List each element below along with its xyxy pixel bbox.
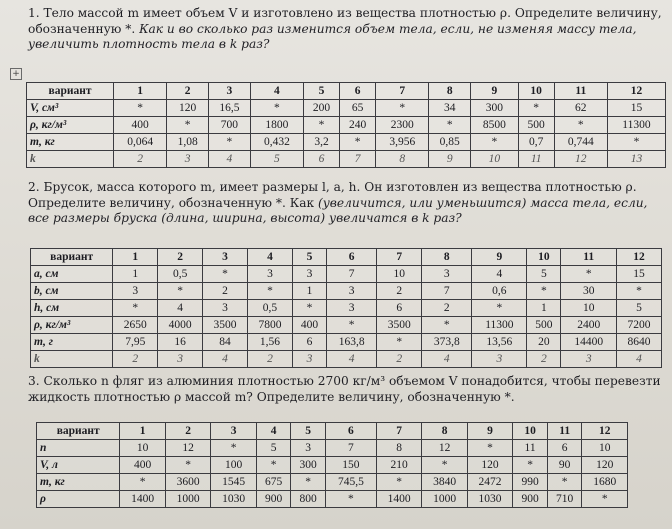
header-variant-10: 10 bbox=[527, 249, 561, 266]
task-1-statement: 1. Тело массой m имеет объем V и изготовлено из вещества плотностью ρ. Определите величину, обозначенную *. bbox=[28, 6, 662, 36]
header-variant: вариант bbox=[31, 249, 113, 266]
table-cell: 0,7 bbox=[518, 134, 554, 151]
table-row bbox=[31, 351, 662, 368]
table-cell: 3500 bbox=[203, 317, 248, 334]
table-header-row bbox=[37, 423, 628, 440]
table-cell: 2650 bbox=[113, 317, 158, 334]
table-cell: 2400 bbox=[561, 317, 617, 334]
table-cell: 2 bbox=[113, 351, 158, 368]
table-cell: 3 bbox=[248, 266, 293, 283]
table-cell: 3 bbox=[158, 351, 203, 368]
table-cell: 90 bbox=[547, 457, 582, 474]
table-cell: * bbox=[518, 100, 554, 117]
header-variant-1: 1 bbox=[114, 83, 167, 100]
table-cell: 3600 bbox=[165, 474, 210, 491]
table-cell: * bbox=[422, 317, 472, 334]
table-cell: 2 bbox=[377, 351, 422, 368]
table-row bbox=[31, 317, 662, 334]
table-cell: 4 bbox=[158, 300, 203, 317]
table-cell: 210 bbox=[376, 457, 421, 474]
row-label: m, кг bbox=[37, 474, 120, 491]
table-cell: * bbox=[467, 440, 512, 457]
header-variant-12: 12 bbox=[582, 423, 628, 440]
table-cell: 3 bbox=[113, 283, 158, 300]
table-cell: 14400 bbox=[561, 334, 617, 351]
table-cell: 900 bbox=[513, 491, 548, 508]
table-cell: 0,744 bbox=[554, 134, 607, 151]
table-cell: * bbox=[472, 300, 527, 317]
table-cell: 8500 bbox=[471, 117, 518, 134]
task-1-table bbox=[26, 82, 666, 168]
table-row bbox=[27, 117, 666, 134]
table-cell: 5 bbox=[256, 440, 291, 457]
table-cell: * bbox=[513, 457, 548, 474]
table-cell: 2 bbox=[114, 151, 167, 168]
table-cell: * bbox=[120, 474, 165, 491]
table-cell: * bbox=[554, 117, 607, 134]
table-cell: * bbox=[617, 283, 662, 300]
header-variant-4: 4 bbox=[256, 423, 291, 440]
table-cell: 1,08 bbox=[167, 134, 209, 151]
table-cell: * bbox=[158, 283, 203, 300]
header-variant-9: 9 bbox=[467, 423, 512, 440]
table-cell: 11300 bbox=[607, 117, 665, 134]
table-cell: * bbox=[471, 134, 518, 151]
table-cell: 2 bbox=[527, 351, 561, 368]
table-cell: 3 bbox=[327, 283, 377, 300]
table-cell: 16,5 bbox=[209, 100, 251, 117]
table-cell: 163,8 bbox=[327, 334, 377, 351]
table-cell: 100 bbox=[211, 457, 256, 474]
table-cell: 11 bbox=[513, 440, 548, 457]
table-cell: 4 bbox=[422, 351, 472, 368]
table-cell: 4 bbox=[209, 151, 251, 168]
table-cell: 3 bbox=[167, 151, 209, 168]
row-label: ρ bbox=[37, 491, 120, 508]
table-row bbox=[37, 457, 628, 474]
header-variant-2: 2 bbox=[167, 83, 209, 100]
table-cell: 13,56 bbox=[472, 334, 527, 351]
table-cell: 2 bbox=[248, 351, 293, 368]
table-cell: 5 bbox=[250, 151, 303, 168]
table-cell: 7,95 bbox=[113, 334, 158, 351]
table-cell: 10 bbox=[561, 300, 617, 317]
header-variant-12: 12 bbox=[617, 249, 662, 266]
header-variant-10: 10 bbox=[513, 423, 548, 440]
table-cell: 4 bbox=[327, 351, 377, 368]
table-cell: 710 bbox=[547, 491, 582, 508]
header-variant-8: 8 bbox=[422, 423, 467, 440]
table-cell: 3840 bbox=[422, 474, 467, 491]
table-cell: 30 bbox=[561, 283, 617, 300]
table-cell: 800 bbox=[291, 491, 326, 508]
table-cell: 4000 bbox=[158, 317, 203, 334]
header-variant-7: 7 bbox=[376, 423, 421, 440]
table-cell: * bbox=[607, 134, 665, 151]
task-3-table bbox=[36, 422, 628, 508]
table-row bbox=[31, 300, 662, 317]
table-cell: 240 bbox=[340, 117, 376, 134]
table-cell: 2300 bbox=[376, 117, 429, 134]
table-cell: * bbox=[250, 100, 303, 117]
table-cell: 3 bbox=[292, 266, 326, 283]
row-label: b, см bbox=[31, 283, 113, 300]
row-label: ρ, кг/м³ bbox=[31, 317, 113, 334]
header-variant-1: 1 bbox=[120, 423, 165, 440]
table-cell: 200 bbox=[303, 100, 339, 117]
table-row bbox=[37, 440, 628, 457]
table-cell: 0,5 bbox=[248, 300, 293, 317]
table-cell: 2 bbox=[203, 283, 248, 300]
table-cell: * bbox=[256, 457, 291, 474]
table-cell: 400 bbox=[292, 317, 326, 334]
table-cell: 675 bbox=[256, 474, 291, 491]
table-move-handle-icon[interactable]: + bbox=[10, 68, 22, 80]
table-cell: 400 bbox=[114, 117, 167, 134]
table-cell: * bbox=[376, 100, 429, 117]
table-cell: * bbox=[167, 117, 209, 134]
table-cell: 9 bbox=[429, 151, 471, 168]
header-variant-9: 9 bbox=[471, 83, 518, 100]
table-cell: 84 bbox=[203, 334, 248, 351]
table-cell: 20 bbox=[527, 334, 561, 351]
table-cell: 1400 bbox=[120, 491, 165, 508]
table-cell: 3 bbox=[561, 351, 617, 368]
table-cell: 65 bbox=[340, 100, 376, 117]
header-variant-7: 7 bbox=[376, 83, 429, 100]
table-cell: 3,2 bbox=[303, 134, 339, 151]
table-cell: * bbox=[292, 300, 326, 317]
table-cell: 4 bbox=[617, 351, 662, 368]
table-cell: 120 bbox=[467, 457, 512, 474]
table-cell: 11 bbox=[518, 151, 554, 168]
table-cell: 120 bbox=[167, 100, 209, 117]
table-cell: 1030 bbox=[467, 491, 512, 508]
task-1 bbox=[6, 6, 666, 53]
header-variant-10: 10 bbox=[518, 83, 554, 100]
table-cell: * bbox=[527, 283, 561, 300]
task-2-question: (увеличится, или уменьшится) масса тела, если, все размеры бруска (длина, ширина, высота) увеличатся в k раз? bbox=[28, 195, 648, 225]
table-cell: 3 bbox=[422, 266, 472, 283]
table-cell: 7 bbox=[327, 266, 377, 283]
table-cell: 900 bbox=[256, 491, 291, 508]
row-label: m, г bbox=[31, 334, 113, 351]
table-cell: 7 bbox=[340, 151, 376, 168]
table-cell: 745,5 bbox=[325, 474, 376, 491]
table-cell: 3500 bbox=[377, 317, 422, 334]
table-cell: 16 bbox=[158, 334, 203, 351]
table-cell: 700 bbox=[209, 117, 251, 134]
table-row bbox=[37, 491, 628, 508]
table-cell: 0,6 bbox=[472, 283, 527, 300]
table-cell: 12 bbox=[554, 151, 607, 168]
task-2-statement: 2. Брусок, масса которого m, имеет размеры l, a, h. Он изготовлен из вещества плотностью ρ. Определите величину, обозначенную *. Как bbox=[28, 180, 637, 210]
table-cell: * bbox=[303, 117, 339, 134]
table-row bbox=[31, 334, 662, 351]
table-cell: 5 bbox=[617, 300, 662, 317]
table-cell: 373,8 bbox=[422, 334, 472, 351]
header-variant-3: 3 bbox=[209, 83, 251, 100]
table-cell: 6 bbox=[377, 300, 422, 317]
table-cell: 4 bbox=[203, 351, 248, 368]
table-cell: * bbox=[340, 134, 376, 151]
table-cell: 15 bbox=[607, 100, 665, 117]
table-cell: 7 bbox=[325, 440, 376, 457]
header-variant-9: 9 bbox=[472, 249, 527, 266]
row-label: k bbox=[31, 351, 113, 368]
task-3-statement: 3. Сколько n фляг из алюминия плотностью 2700 кг/м³ объемом V понадобится, чтобы перевезти жидкость плотностью ρ массой m? Определите величину, обозначенную *. bbox=[28, 374, 661, 404]
table-cell: * bbox=[209, 134, 251, 151]
table-cell: * bbox=[582, 491, 628, 508]
header-variant-4: 4 bbox=[248, 249, 293, 266]
header-variant-5: 5 bbox=[303, 83, 339, 100]
table-cell: 6 bbox=[292, 334, 326, 351]
table-cell: 400 bbox=[120, 457, 165, 474]
header-variant: вариант bbox=[37, 423, 120, 440]
table-cell: * bbox=[291, 474, 326, 491]
table-cell: * bbox=[113, 300, 158, 317]
header-variant-11: 11 bbox=[554, 83, 607, 100]
table-cell: * bbox=[325, 491, 376, 508]
task-3 bbox=[6, 374, 666, 405]
task-2-text bbox=[6, 180, 666, 227]
task-1-question: Как и во сколько раз изменится объем тела, если, не изменяя массу тела, увеличить плотность тела в k раз? bbox=[28, 21, 637, 51]
table-cell: * bbox=[165, 457, 210, 474]
table-cell: 300 bbox=[471, 100, 518, 117]
table-cell: 3 bbox=[203, 300, 248, 317]
table-cell: 1 bbox=[292, 283, 326, 300]
table-cell: 15 bbox=[617, 266, 662, 283]
table-cell: 3 bbox=[291, 440, 326, 457]
table-row bbox=[27, 151, 666, 168]
table-cell: 2 bbox=[422, 300, 472, 317]
row-label: V, см³ bbox=[27, 100, 114, 117]
row-label: ρ, кг/м³ bbox=[27, 117, 114, 134]
header-variant-11: 11 bbox=[561, 249, 617, 266]
table-cell: 12 bbox=[165, 440, 210, 457]
table-cell: 10 bbox=[377, 266, 422, 283]
table-header-row bbox=[31, 249, 662, 266]
table-cell: * bbox=[203, 266, 248, 283]
table-cell: * bbox=[429, 117, 471, 134]
table-cell: 8640 bbox=[617, 334, 662, 351]
table-cell: 10 bbox=[471, 151, 518, 168]
header-variant-6: 6 bbox=[327, 249, 377, 266]
row-label: h, см bbox=[31, 300, 113, 317]
task-2 bbox=[6, 180, 666, 227]
header-variant-3: 3 bbox=[203, 249, 248, 266]
table-cell: 1000 bbox=[165, 491, 210, 508]
header-variant-5: 5 bbox=[292, 249, 326, 266]
header-variant: вариант bbox=[27, 83, 114, 100]
table-header-row bbox=[27, 83, 666, 100]
table-cell: 4 bbox=[472, 266, 527, 283]
header-variant-4: 4 bbox=[250, 83, 303, 100]
table-cell: 8 bbox=[376, 440, 421, 457]
table-cell: 62 bbox=[554, 100, 607, 117]
table-cell: 10 bbox=[120, 440, 165, 457]
table-row bbox=[27, 100, 666, 117]
table-cell: 0,432 bbox=[250, 134, 303, 151]
row-label: a, см bbox=[31, 266, 113, 283]
table-cell: 6 bbox=[547, 440, 582, 457]
table-cell: 3 bbox=[327, 300, 377, 317]
row-label: n bbox=[37, 440, 120, 457]
table-cell: 500 bbox=[527, 317, 561, 334]
header-variant-2: 2 bbox=[158, 249, 203, 266]
table-cell: 0,85 bbox=[429, 134, 471, 151]
table-cell: 1,56 bbox=[248, 334, 293, 351]
row-label: V, л bbox=[37, 457, 120, 474]
table-cell: 0,064 bbox=[114, 134, 167, 151]
table-cell: 12 bbox=[422, 440, 467, 457]
table-cell: 1400 bbox=[376, 491, 421, 508]
table-cell: * bbox=[211, 440, 256, 457]
header-variant-3: 3 bbox=[211, 423, 256, 440]
table-cell: * bbox=[561, 266, 617, 283]
task-2-table bbox=[30, 248, 662, 368]
table-cell: 3,956 bbox=[376, 134, 429, 151]
table-cell: 1680 bbox=[582, 474, 628, 491]
header-variant-2: 2 bbox=[165, 423, 210, 440]
table-cell: 5 bbox=[527, 266, 561, 283]
header-variant-6: 6 bbox=[340, 83, 376, 100]
header-variant-7: 7 bbox=[377, 249, 422, 266]
table-cell: 11300 bbox=[472, 317, 527, 334]
table-cell: 990 bbox=[513, 474, 548, 491]
row-label: k bbox=[27, 151, 114, 168]
table-cell: 1800 bbox=[250, 117, 303, 134]
table-cell: 7200 bbox=[617, 317, 662, 334]
table-cell: * bbox=[248, 283, 293, 300]
table-cell: 8 bbox=[376, 151, 429, 168]
header-variant-8: 8 bbox=[429, 83, 471, 100]
table-cell: * bbox=[114, 100, 167, 117]
table-cell: 1 bbox=[527, 300, 561, 317]
table-row bbox=[31, 266, 662, 283]
table-cell: 1000 bbox=[422, 491, 467, 508]
header-variant-5: 5 bbox=[291, 423, 326, 440]
task-1-text bbox=[6, 6, 666, 53]
table-row bbox=[27, 134, 666, 151]
table-cell: 500 bbox=[518, 117, 554, 134]
table-cell: 150 bbox=[325, 457, 376, 474]
table-cell: 13 bbox=[607, 151, 665, 168]
table-cell: 3 bbox=[292, 351, 326, 368]
table-cell: 10 bbox=[582, 440, 628, 457]
table-cell: 7 bbox=[422, 283, 472, 300]
table-cell: 300 bbox=[291, 457, 326, 474]
table-cell: 2472 bbox=[467, 474, 512, 491]
table-cell: 120 bbox=[582, 457, 628, 474]
header-variant-11: 11 bbox=[547, 423, 582, 440]
table-cell: 1 bbox=[113, 266, 158, 283]
table-cell: * bbox=[377, 334, 422, 351]
table-cell: * bbox=[376, 474, 421, 491]
header-variant-6: 6 bbox=[325, 423, 376, 440]
header-variant-8: 8 bbox=[422, 249, 472, 266]
table-row bbox=[37, 474, 628, 491]
row-label: m, кг bbox=[27, 134, 114, 151]
table-cell: 2 bbox=[377, 283, 422, 300]
table-cell: 1030 bbox=[211, 491, 256, 508]
table-row bbox=[31, 283, 662, 300]
task-3-text bbox=[6, 374, 666, 405]
table-cell: 6 bbox=[303, 151, 339, 168]
table-cell: * bbox=[422, 457, 467, 474]
table-cell: 1545 bbox=[211, 474, 256, 491]
header-variant-12: 12 bbox=[607, 83, 665, 100]
table-cell: 7800 bbox=[248, 317, 293, 334]
table-cell: * bbox=[327, 317, 377, 334]
header-variant-1: 1 bbox=[113, 249, 158, 266]
table-cell: 0,5 bbox=[158, 266, 203, 283]
table-cell: 34 bbox=[429, 100, 471, 117]
table-cell: * bbox=[547, 474, 582, 491]
table-cell: 3 bbox=[472, 351, 527, 368]
